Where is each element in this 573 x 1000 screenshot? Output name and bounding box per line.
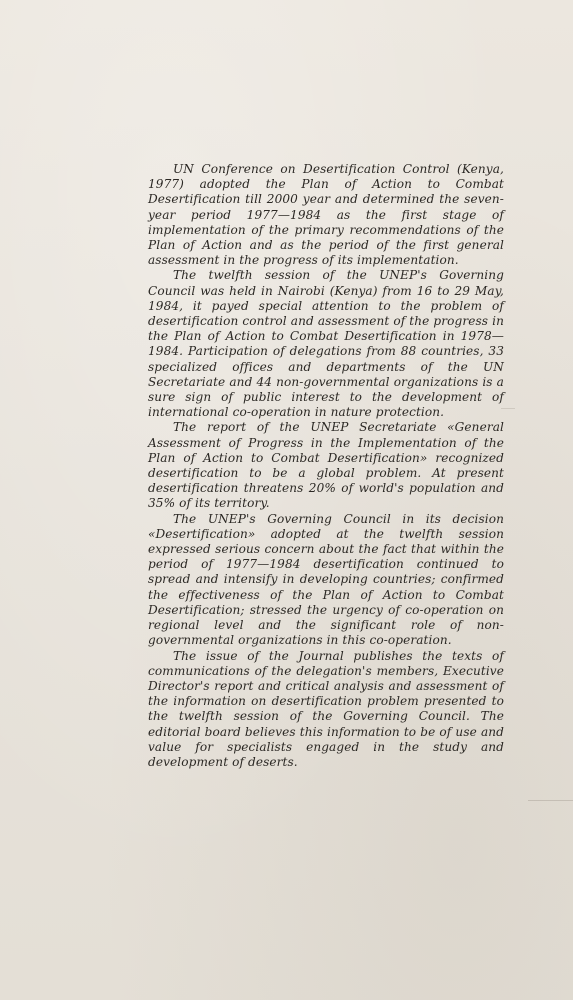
- paper-mark: [501, 408, 515, 409]
- paper-crease: [528, 800, 573, 801]
- paragraph-council-decision: The UNEP's Governing Council in its decision «Desertification» adopted at the twelfth session expressed serious concern about the fact that within the period of 1977—1984 desertification continued to spread and intensify in developing countries; confirmed the effectiveness of the Plan of Action to Combat Desertification; stressed the urgency of co-operation on regional level and the significant role of non-governmental organizations in this co-operation.: [148, 511, 504, 648]
- paragraph-secretariate-report: The report of the UNEP Secretariate «General Assessment of Progress in the Implementation of the Plan of Action to Combat Desertification» recognized desertification to be a global problem. At present desertification threatens 20% of world's population and 35% of its territory.: [148, 420, 504, 511]
- paragraph-conference: UN Conference on Desertification Control (Kenya, 1977) adopted the Plan of Action to Combat Desertification till 2000 year and determined the seven-year period 1977—1984 as the first stage of implementation of the primary recommendations of the Plan of Action and as the period of the first general assessment in the progress of its implementation.: [148, 162, 504, 268]
- paragraph-journal-issue: The issue of the Journal publishes the texts of communications of the delegation's members, Executive Director's report and critical analysis and assessment of the information on desertification problem presented to the twelfth session of the Governing Council. The editorial board believes this information to be of use and value for specialists engaged in the study and development of deserts.: [148, 648, 504, 769]
- paragraph-twelfth-session: The twelfth session of the UNEP's Governing Council was held in Nairobi (Kenya) from 16 to 29 May, 1984, it payed special attention to the problem of desertification control and assessment of the progress in the Plan of Action to Combat Desertification in 1978—1984. Participation of delegations from 88 countries, 33 specialized offices and departments of the UN Secretariate and 44 non-governmental organizations is a sure sign of public interest to the development of international co-operation in nature protection.: [148, 268, 504, 420]
- body-text: [148, 162, 504, 770]
